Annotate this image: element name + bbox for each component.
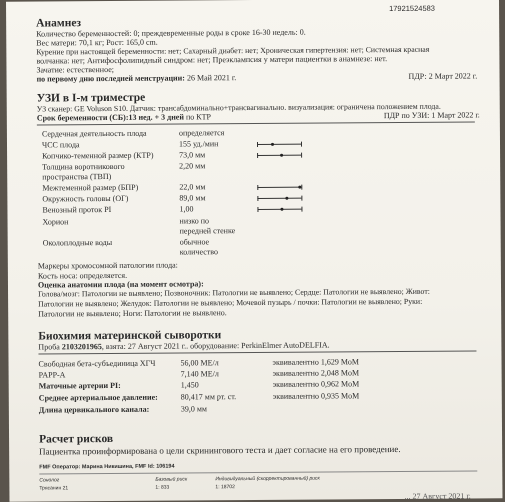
usi-row-label: Венозный проток PI: [42, 204, 112, 215]
range-tick-left: [257, 153, 258, 158]
range-tick-left: [257, 142, 258, 147]
reference-range-bar: [257, 144, 301, 145]
anamnesis-line-4: волчанка: нет; Антифосфолипидный синдром: нет; Преэклампсия у матери пациентки в анамнезе: нет.: [36, 54, 388, 66]
range-tick-left: [257, 207, 258, 212]
footer-col3-value: 1: 18702: [215, 484, 235, 491]
sample-line: [38, 341, 329, 351]
divider: [39, 470, 477, 474]
usi-row-value: определяется: [178, 128, 225, 138]
sample-id: 2103201965: [61, 342, 102, 352]
anamnesis-line-2: Вес матери: 70,1 кг; Рост: 165,0 cm.: [36, 37, 158, 48]
bio-row-value: 80,417 мм рт. ст.: [180, 392, 237, 402]
usi-pdr: ПДР по УЗИ: 1 Март 2022 г.: [383, 110, 480, 121]
usi-row-label: Копчико-теменной размер (КТР): [42, 150, 154, 161]
footer-col3-label: Индивидуальный (скорректированный) риск: [215, 475, 320, 483]
anatomy-line-3: Патологии не выявлено; Ноги: Патологии не выявлено.: [38, 308, 227, 319]
lmp-label: по первому дню последней менструации:: [36, 73, 185, 84]
lmp-line: [37, 74, 237, 83]
anatomy-title: Оценка анатомии плода (на момент осмотра):: [37, 279, 204, 290]
footer-col2-label: Базовый риск: [155, 476, 188, 483]
bio-row-mom: эквивалентно 1,629 MoM: [272, 357, 360, 367]
usi-row-value: 22,0 мм: [179, 182, 206, 192]
measurement-marker: [280, 154, 283, 157]
bio-row-label: Длина цервикального канала:: [38, 404, 150, 415]
lmp-date: 26 Май 2021 г.: [186, 73, 237, 83]
bottom-date: ... 27 Август 2021 г.: [404, 491, 471, 501]
bio-row-mom: эквивалентно 2,048 MoM: [272, 368, 360, 378]
bio-row-label: Маточные артерии PI:: [38, 380, 121, 391]
range-tick-left: [257, 185, 258, 190]
range-tick-right: [301, 185, 302, 190]
gestational-age-method: по КТР: [185, 112, 211, 122]
bio-row-value: 7,140 МЕ/л: [180, 369, 219, 379]
gestational-age-value: Срок беременности (СБ):13 нед. + 3 дней: [36, 112, 184, 123]
gestational-age: [37, 113, 211, 122]
usi-scanner: УЗ сканер: GE Voluson S10. Датчик: трансабдоминально+трансвагинально. визуализация: ограничена положением плода.: [36, 101, 441, 114]
usi-row-value: 2,20 мм: [179, 161, 206, 171]
range-tick-right: [301, 196, 302, 201]
anatomy-line-1: Голова/мозг: Патологии не выявлено; Позвоночник: Патологии не выявлено; Сердце: Патологии не выявлено; Живот:: [38, 286, 430, 299]
sample-prefix: Проба: [38, 342, 60, 352]
usi-row-value: 1,00: [179, 204, 194, 214]
pdr-date: ПДР: 2 Март 2022 г.: [408, 71, 478, 81]
usi-title: УЗИ в I-м триместре: [36, 91, 146, 105]
bio-row-value: 39,0 мм: [180, 404, 208, 414]
measurement-marker: [285, 197, 288, 200]
sample-suffix: , взята: 27 Август 2021 г.. оборудование: PerkinElmer AutoDELFIA.: [101, 340, 330, 352]
usi-row-value: низко по: [179, 216, 210, 226]
range-tick-right: [301, 153, 302, 158]
usi-row-value: передней стенке: [179, 226, 236, 236]
usi-row-label: пространства (ТВП): [42, 171, 112, 182]
nasal-bone: Кость носа: определяется.: [37, 270, 128, 281]
usi-row-label: Хорион: [42, 217, 69, 227]
anatomy-line-2: Патологии не выявлено; Желудок: Патологии не выявлено; Мочевой пузырь / почки: Патологии не выявлено; Руки:: [38, 296, 423, 309]
bio-row-value: 56,00 МЕ/л: [180, 358, 219, 368]
usi-row-value: 73,0 мм: [179, 150, 206, 160]
divider: [38, 350, 476, 354]
risk-consent: Пациентка проинформирована о цели скринингового теста и дает согласие на его проведение.: [39, 443, 401, 457]
fmf-operator: FMF Оператор: Марина Никишина, FMF Id: 106194: [39, 463, 175, 471]
bio-row-value: 1,450: [180, 380, 199, 390]
reference-range-bar: [257, 198, 301, 199]
risk-title: Расчет рисков: [39, 432, 114, 446]
usi-row-label: ЧСС плода: [41, 140, 80, 150]
usi-row-value: 155 уд./мин: [178, 139, 219, 149]
usi-row-label: Сердечная деятельность плода: [41, 128, 147, 139]
measurement-marker: [281, 208, 284, 211]
measurement-marker: [271, 143, 274, 146]
reference-range-bar: [257, 209, 301, 210]
reference-range-bar: [257, 155, 301, 156]
bio-title: Биохимия материнской сыворотки: [38, 329, 222, 343]
footer-col1-value: Трясанин 21: [39, 485, 69, 492]
usi-row-value: количество: [179, 247, 218, 257]
range-tick-right: [301, 142, 302, 147]
anamnesis-line-5: Зачатие: естественное;: [36, 64, 114, 75]
document-code: 17921524583: [389, 3, 435, 14]
range-tick-right: [301, 207, 302, 212]
bio-row-mom: эквивалентно 0,935 MoM: [272, 391, 360, 401]
bio-row-mom: эквивалентно 0,962 MoM: [272, 379, 360, 389]
usi-row-label: Околоплодные воды: [42, 237, 113, 248]
reference-range-bar: [257, 187, 301, 188]
usi-row-label: Межтеменной размер (БПР): [42, 182, 139, 193]
measurement-marker: [298, 186, 301, 189]
report-page: [6, 0, 502, 502]
bio-row-label: Свободная бета-субъединица ХГЧ: [38, 358, 156, 369]
usi-row-value: обычное: [179, 237, 210, 247]
bio-row-label: Среднее артериальное давление:: [38, 392, 158, 403]
footer-col1-label: Сонолог: [39, 477, 60, 484]
usi-row-label: Толщина воротникового: [42, 161, 125, 172]
anamnesis-line-3: Курение при настоящей беременности: нет; Сахарный диабет: нет; Хроническая гипертензия: нет; Системная красная: [36, 44, 430, 57]
anamnesis-title: Анамнез: [36, 17, 82, 30]
range-tick-left: [257, 196, 258, 201]
usi-row-label: Окружность головы (ОГ): [42, 193, 129, 204]
footer-col2-value: 1: 833: [155, 484, 170, 491]
usi-row-value: 89,0 мм: [179, 193, 206, 203]
anamnesis-line-1: Количество беременностей: 0; преждевременные роды в сроке 16-30 недель: 0.: [36, 27, 306, 39]
bio-row-label: PAPP-A: [38, 370, 66, 380]
markers-title: Маркеры хромосомной патологии плода:: [37, 260, 178, 271]
